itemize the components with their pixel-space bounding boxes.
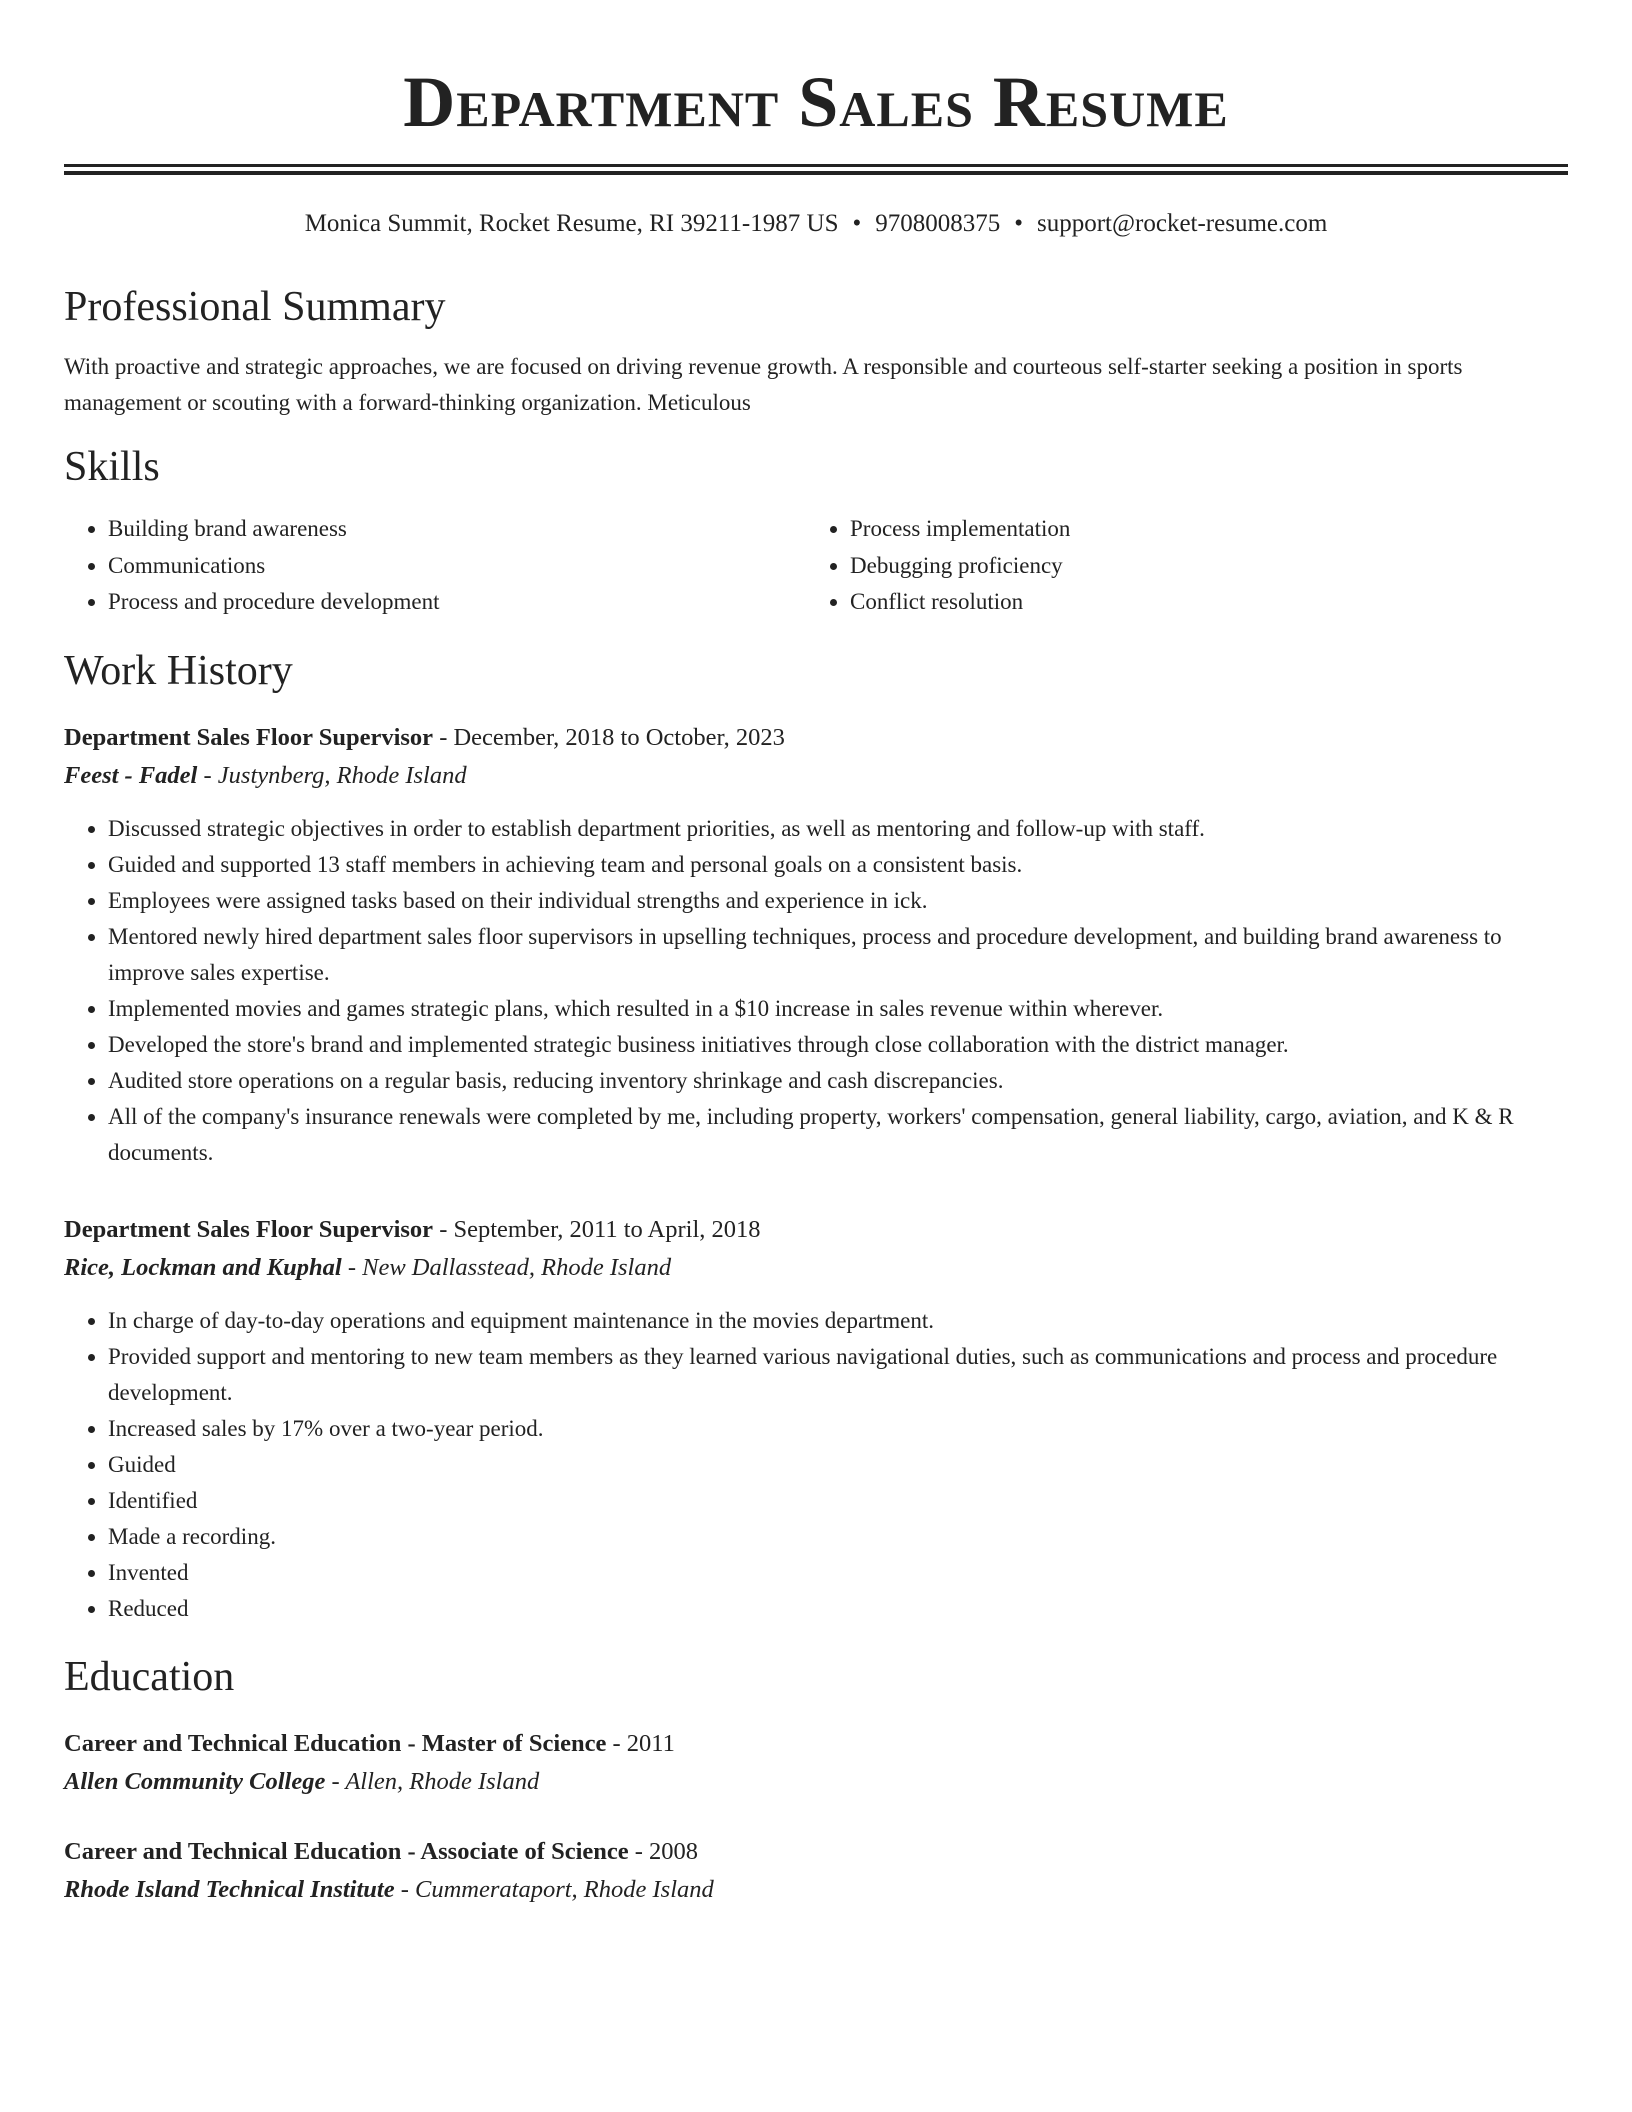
duty-item: • Implemented movies and games strategic plans, which resulted in a $10 increase in sales revenue within wherever. [108, 991, 1568, 1027]
contact-separator: • [852, 210, 862, 237]
education-school: Rhode Island Technical Institute [64, 1875, 395, 1903]
contact-phone: 9708008375 [875, 210, 1001, 237]
summary-section [64, 281, 1568, 421]
education-location: - Allen, Rhode Island [325, 1767, 540, 1795]
job-dates: - September, 2011 to April, 2018 [433, 1215, 761, 1243]
title-divider [64, 164, 1568, 175]
duty-item: • Increased sales by 17% over a two-year period. [108, 1411, 1568, 1447]
skills-heading: Skills [64, 444, 160, 490]
education-entry [64, 1833, 1568, 1909]
work-history-heading: Work History [64, 647, 293, 694]
job-entry [64, 719, 1568, 1171]
skills-section [64, 441, 1568, 621]
job-company: Feest - Fadel [64, 761, 198, 789]
skill-item: • Conflict resolution [850, 584, 1548, 621]
job-header [64, 719, 1568, 757]
education-location: - Cummerataport, Rhode Island [394, 1875, 714, 1903]
education-school: Allen Community College [64, 1767, 326, 1795]
education-degree-line [64, 1725, 1568, 1763]
contact-address: Monica Summit, Rocket Resume, RI 39211-1987 US [304, 210, 839, 237]
contact-separator: • [1014, 210, 1023, 237]
skills-right-column [806, 511, 1548, 621]
skills-columns [64, 511, 1568, 621]
duty-item: • Discussed strategic objectives in order to establish department priorities, as well as mentoring and follow-up with staff. [108, 811, 1568, 847]
job-title: Department Sales Floor Supervisor [64, 723, 434, 751]
contact-line [64, 207, 1568, 241]
duty-item: • Reduced [108, 1591, 1568, 1627]
duty-item: • All of the company's insurance renewals were completed by me, including property, workers' compensation, general liability, cargo, aviation, and K & R documents. [108, 1099, 1568, 1171]
job-location: - New Dallasstead, Rhode Island [341, 1253, 672, 1281]
education-school-line [64, 1871, 1568, 1909]
duty-item: • Guided and supported 13 staff members in achieving team and personal goals on a consistent basis. [108, 847, 1568, 883]
job-duties [64, 811, 1568, 1171]
job-duties [64, 1303, 1568, 1627]
job-entry [64, 1211, 1568, 1627]
work-history-section [64, 645, 1568, 1627]
education-year: - 2011 [606, 1729, 675, 1757]
education-section [64, 1651, 1568, 1909]
summary-heading: Professional Summary [64, 284, 446, 330]
skill-item: • Process and procedure development [108, 584, 806, 621]
education-school-line [64, 1763, 1568, 1801]
duty-item: • Guided [108, 1447, 1568, 1483]
education-entry [64, 1725, 1568, 1801]
duty-item: • Identified [108, 1483, 1568, 1519]
job-location: - Justynberg, Rhode Island [197, 761, 467, 789]
education-degree: Career and Technical Education - Master of Science [64, 1729, 607, 1757]
education-heading: Education [64, 1653, 235, 1700]
duty-item: • Developed the store's brand and implemented strategic business initiatives through close collaboration with the district manager. [108, 1027, 1568, 1063]
job-employer [64, 757, 1568, 795]
duty-item: • Employees were assigned tasks based on their individual strengths and experience in ick. [108, 883, 1568, 919]
duty-item: • Audited store operations on a regular basis, reducing inventory shrinkage and cash discrepancies. [108, 1063, 1568, 1099]
duty-item: • Made a recording. [108, 1519, 1568, 1555]
education-degree-line [64, 1833, 1568, 1871]
skill-item: • Process implementation [850, 511, 1548, 548]
job-company: Rice, Lockman and Kuphal [64, 1253, 342, 1281]
resume-title: Department Sales Resume [403, 62, 1229, 142]
skill-item: • Debugging proficiency [850, 548, 1548, 585]
skill-item: • Communications [108, 548, 806, 585]
contact-email: support@rocket-resume.com [1037, 210, 1328, 237]
job-dates: - December, 2018 to October, 2023 [433, 723, 785, 751]
skills-left-column [64, 511, 806, 621]
education-year: - 2008 [628, 1837, 699, 1865]
duty-item: • Provided support and mentoring to new team members as they learned various navigational duties, such as communications and process and procedure development. [108, 1339, 1568, 1411]
job-title: Department Sales Floor Supervisor [64, 1215, 434, 1243]
job-header [64, 1211, 1568, 1249]
education-degree: Career and Technical Education - Associate of Science [64, 1837, 629, 1865]
duty-item: • Mentored newly hired department sales floor supervisors in upselling techniques, process and procedure development, and building brand awareness to improve sales expertise. [108, 919, 1568, 991]
skill-item: • Building brand awareness [108, 511, 806, 548]
summary-text: With proactive and strategic approaches, we are focused on driving revenue growth. A responsible and courteous self-starter seeking a position in sports management or scouting with a forward-thinking organization. Meticulous [64, 354, 1463, 415]
job-employer [64, 1249, 1568, 1287]
duty-item: • Invented [108, 1555, 1568, 1591]
duty-item: • In charge of day-to-day operations and equipment maintenance in the movies department. [108, 1303, 1568, 1339]
